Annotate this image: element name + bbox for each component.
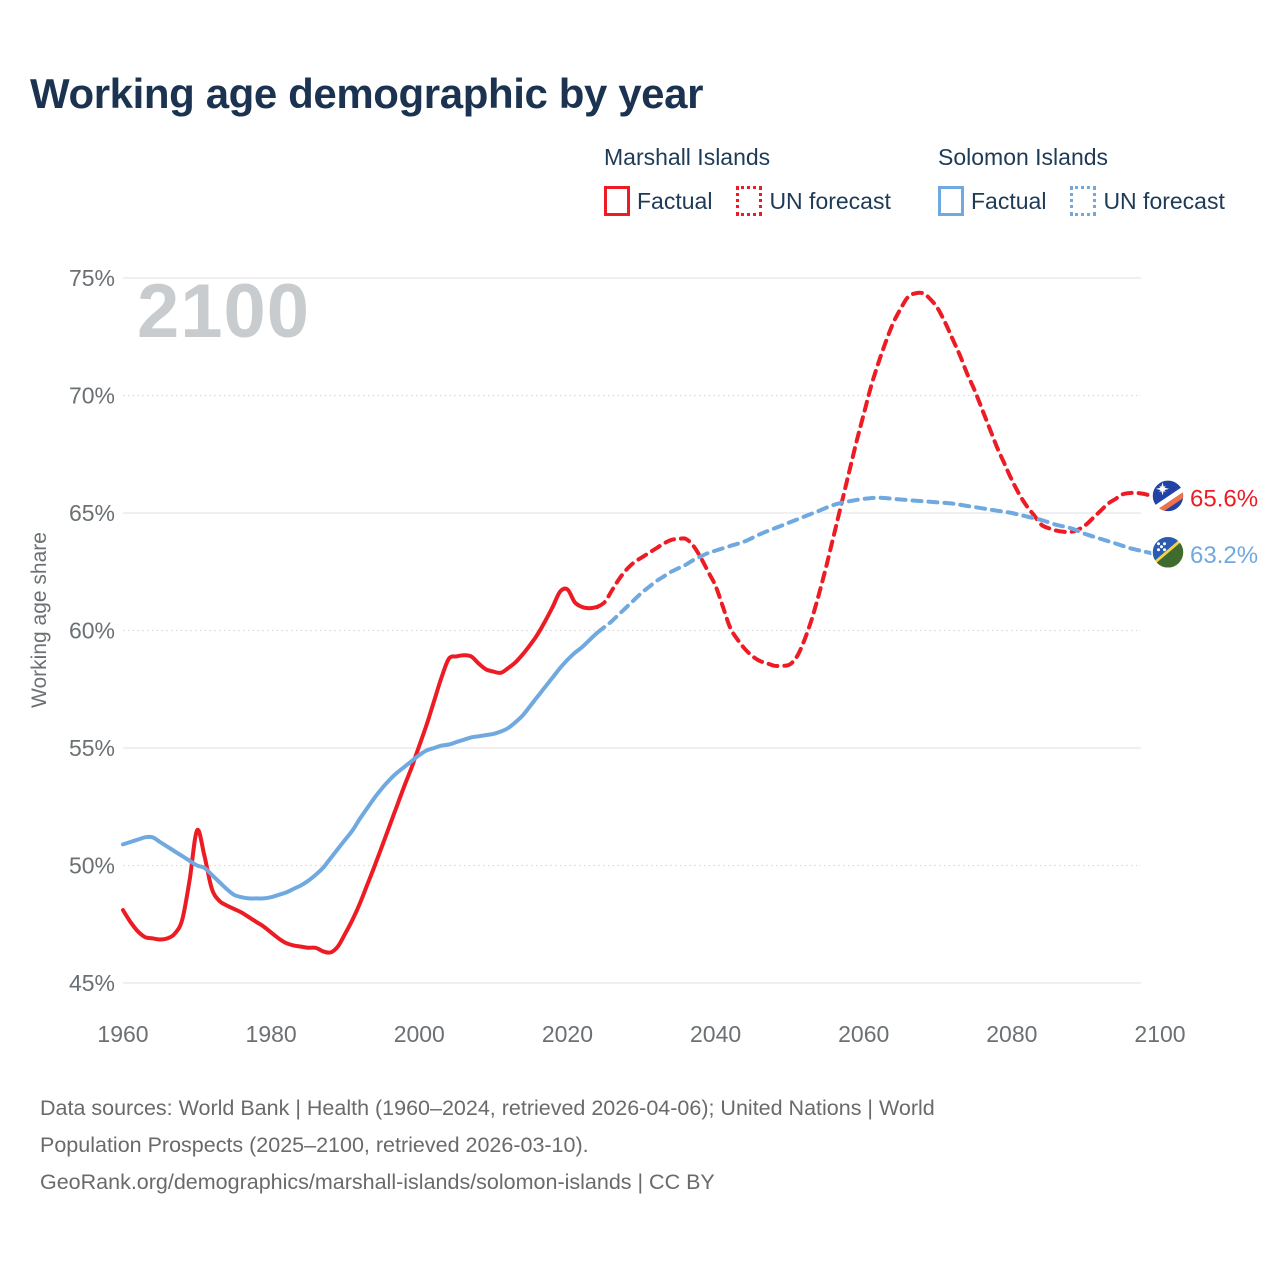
legend-group-title: Marshall Islands xyxy=(604,144,771,170)
marshall-islands-flag-icon xyxy=(1151,479,1185,520)
y-axis-title: Working age share xyxy=(28,532,51,708)
legend xyxy=(0,144,1280,224)
y-axis-tick-label: 45% xyxy=(68,970,115,996)
x-axis-tick-label: 2060 xyxy=(838,1021,890,1047)
dotted-line-swatch-icon xyxy=(1070,186,1096,216)
x-axis-tick-label: 2020 xyxy=(541,1021,594,1047)
end-value-label: 65.6% xyxy=(1190,485,1259,513)
legend-item-marshall-un-forecast xyxy=(736,186,890,216)
legend-item-label: Factual xyxy=(971,187,1047,214)
x-axis-tick-label: 1980 xyxy=(245,1021,297,1047)
y-axis-tick-label: 60% xyxy=(68,617,115,644)
solomon-islands-flag-icon xyxy=(1151,535,1185,569)
solomon-islands-un-forecast-line xyxy=(597,498,1160,633)
solid-line-swatch-icon xyxy=(604,186,630,216)
y-axis-tick-label: 70% xyxy=(68,382,115,409)
legend-item-label: UN forecast xyxy=(1103,187,1225,214)
x-axis-tick-label: 2040 xyxy=(689,1021,742,1047)
dotted-line-swatch-icon xyxy=(736,186,762,216)
x-axis-tick-label: 1960 xyxy=(97,1021,149,1047)
legend-row xyxy=(604,186,891,216)
footer-attribution: GeoRank.org/demographics/marshall-islands/solomon-islands | CC BY xyxy=(40,1170,715,1194)
legend-item-solomon-un-forecast xyxy=(1070,186,1224,216)
footer-sources-line2: Population Prospects (2025–2100, retrieved 2026-03-10). xyxy=(40,1133,589,1157)
solid-line-swatch-icon xyxy=(938,186,964,216)
legend-item-marshall-factual xyxy=(604,186,712,216)
page-title: Working age demographic by year xyxy=(30,70,704,117)
y-axis-tick-label: 50% xyxy=(68,852,115,879)
footer xyxy=(40,1090,935,1201)
x-axis-tick-label: 2080 xyxy=(986,1021,1038,1047)
y-axis-tick-label: 65% xyxy=(68,500,115,526)
watermark-year: 2100 xyxy=(137,269,311,354)
x-axis-tick-label: 2100 xyxy=(1134,1021,1186,1047)
y-axis-tick-label: 75% xyxy=(68,265,115,291)
legend-group-title: Solomon Islands xyxy=(938,144,1109,170)
footer-sources-line1: Data sources: World Bank | Health (1960–2024, retrieved 2026-04-06); United Nations | World xyxy=(40,1096,935,1120)
marshall-islands-factual-line xyxy=(123,589,597,953)
legend-row xyxy=(938,186,1225,216)
legend-item-label: UN forecast xyxy=(769,187,891,214)
y-axis-tick-label: 55% xyxy=(68,735,115,761)
legend-group-marshall-islands xyxy=(604,144,891,216)
legend-group-solomon-islands xyxy=(938,144,1225,216)
legend-item-label: Factual xyxy=(637,187,713,214)
end-value-label: 63.2% xyxy=(1190,541,1259,569)
marshall-islands-un-forecast-line xyxy=(597,293,1160,666)
legend-item-solomon-factual xyxy=(938,186,1046,216)
x-axis-tick-label: 2000 xyxy=(393,1021,445,1047)
